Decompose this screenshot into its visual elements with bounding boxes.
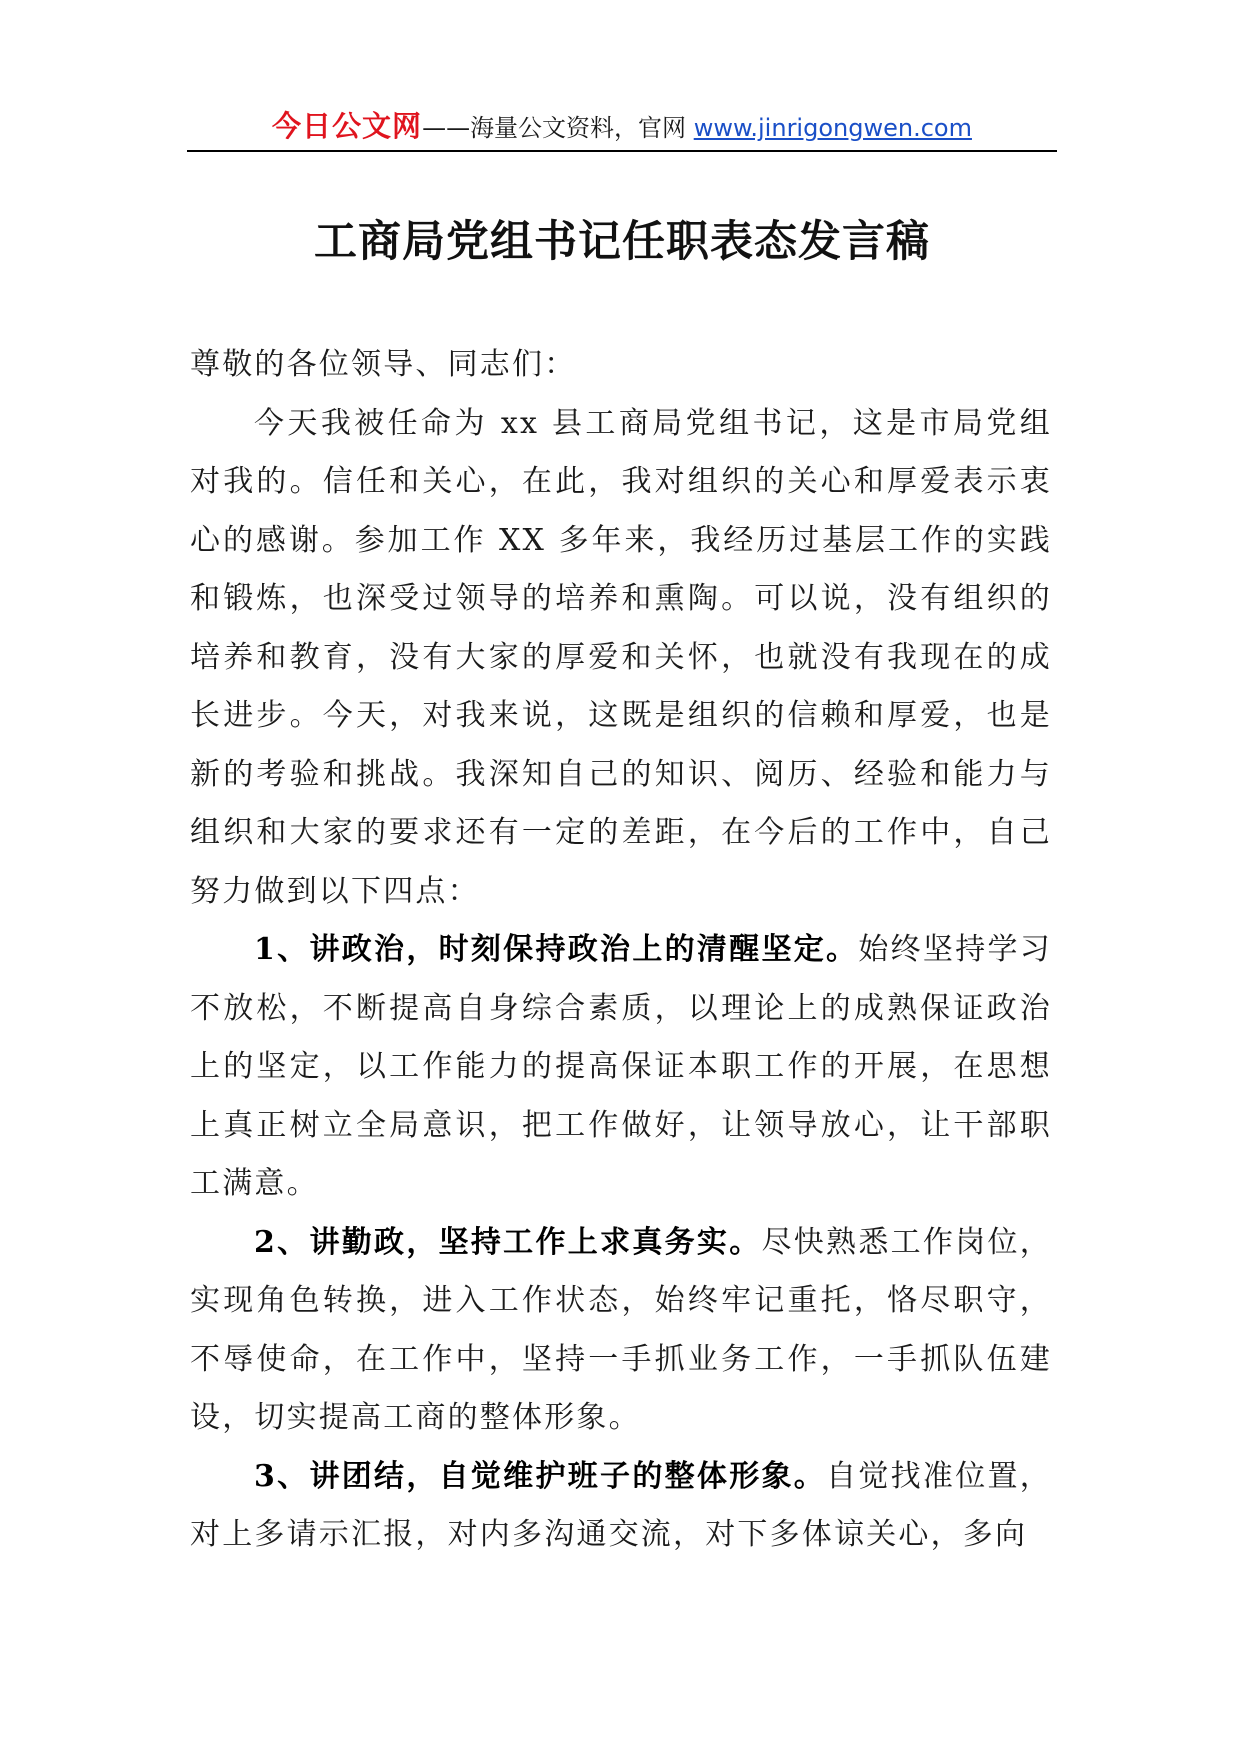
- point-paragraph-2: [190, 1214, 1052, 1448]
- point-heading-3: 3、讲团结，自觉维护班子的整体形象。: [254, 1458, 827, 1494]
- document-header: [187, 98, 1057, 152]
- point-paragraph-3: [190, 1448, 1052, 1565]
- intro-paragraph: 今天我被任命为 xx 县工商局党组书记，这是市局党组对我的。信任和关心，在此，我对组织的关心和厚爱表示衷心的感谢。参加工作 XX 多年来，我经历过基层工作的实践和锻炼，也深受过领导的培养和熏陶。可以说，没有组织的培养和教育，没有大家的厚爱和关怀，也就没有我现在的成长进步。今天，对我来说，这既是组织的信赖和厚爱，也是新的考验和挑战。我深知自己的知识、阅历、经验和能力与组织和大家的要求还有一定的差距，在今后的工作中，自己努力做到以下四点：: [190, 405, 1052, 909]
- point-heading-1: 1、讲政治，时刻保持政治上的清醒坚定。: [254, 932, 859, 967]
- website-link[interactable]: www.jinrigongwen.com: [693, 114, 972, 142]
- document-title: 工商局党组书记任职表态发言稿: [314, 217, 930, 267]
- point-heading-2: 2、讲勤政，坚持工作上求真务实。: [254, 1224, 762, 1260]
- document-body: [190, 336, 1052, 1565]
- point-paragraph-1: [190, 921, 1052, 1214]
- point-text-3: 自觉找准位置，对上多请示汇报，对内多沟通交流，对下多体谅关心，多向: [190, 1458, 1052, 1552]
- header-tagline: ——海量公文资料，官网: [422, 114, 694, 142]
- brand-name: 今日公文网: [272, 109, 423, 143]
- header-line: [272, 104, 972, 145]
- point-text-2: 尽快熟悉工作岗位，实现角色转换，进入工作状态，始终牢记重托，恪尽职守，不辱使命，在工作中，坚持一手抓业务工作，一手抓队伍建设，切实提高工商的整体形象。: [190, 1224, 1052, 1435]
- point-text-1: 始终坚持学习不放松，不断提高自身综合素质，以理论上的成熟保证政治上的坚定，以工作能力的提高保证本职工作的开展，在思想上真正树立全局意识，把工作做好，让领导放心，让干部职工满意。: [190, 932, 1052, 1201]
- salutation: 尊敬的各位领导、同志们：: [190, 347, 577, 382]
